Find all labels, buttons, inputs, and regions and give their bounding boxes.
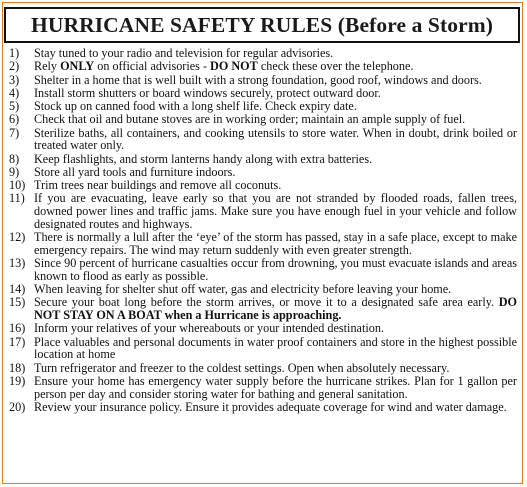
list-item — [9, 336, 519, 362]
item-text: Rely ONLY on official advisories - DO NOT check these over the telephone. — [34, 59, 414, 74]
item-number: 1) — [9, 46, 20, 60]
item-text: Install storm shutters or board windows securely, protect outward door. — [34, 85, 381, 100]
list-item — [9, 113, 519, 126]
item-text: Check that oil and butane stoves are in working order; maintain an ample supply of fuel. — [34, 112, 466, 127]
item-number: 16) — [9, 321, 26, 336]
item-number: 8) — [9, 151, 20, 166]
item-text: If you are evacuating, leave early so that you are not stranded by flooded roads, fallen trees, downed power lines and traffic jams. Make sure you have enough fuel in your vehicle and follow designated routes and highways. — [34, 191, 517, 231]
list-item — [9, 166, 519, 179]
list-item — [9, 100, 519, 113]
list-item — [9, 179, 519, 192]
item-number: 12) — [9, 230, 26, 244]
emphasis: DO NOT STAY ON A BOAT when a Hurricane is approaching. — [34, 295, 517, 322]
item-number: 13) — [9, 256, 26, 270]
list-item — [9, 192, 519, 230]
list-item — [9, 87, 519, 100]
item-text: Stay tuned to your radio and television for regular advisories. — [34, 46, 334, 60]
item-text: Stock up on canned food with a long shelf life. Check expiry date. — [34, 99, 357, 113]
list-item — [9, 401, 519, 414]
item-number: 20) — [9, 399, 26, 414]
item-number: 15) — [9, 295, 26, 310]
list-item — [9, 231, 519, 257]
list-item — [9, 322, 519, 335]
item-number: 18) — [9, 360, 26, 375]
item-number: 10) — [9, 178, 26, 192]
item-number: 9) — [9, 164, 20, 179]
item-number: 4) — [9, 85, 20, 100]
item-text: Keep flashlights, and storm lanterns handy along with extra batteries. — [34, 151, 373, 166]
item-number: 17) — [9, 334, 26, 349]
rules-list — [9, 47, 519, 414]
emphasis: ONLY — [60, 59, 95, 74]
page-title: HURRICANE SAFETY RULES (Before a Storm) — [4, 7, 520, 43]
item-text: Place valuables and personal documents in water proof containers and store in the highest possible location at home — [34, 334, 517, 362]
item-number: 2) — [9, 59, 20, 74]
list-item — [9, 257, 519, 283]
list-item — [9, 296, 519, 322]
list-item — [9, 153, 519, 166]
list-item — [9, 127, 519, 153]
list-item — [9, 74, 519, 87]
list-item — [9, 60, 519, 73]
item-text: Inform your relatives of your whereabouts or your intended destination. — [34, 321, 384, 336]
emphasis: DO NOT — [210, 59, 258, 74]
item-text: Sterilize baths, all containers, and cooking utensils to store water. When in doubt, drink boiled or treated water only. — [34, 125, 517, 153]
item-text: Secure your boat long before the storm arrives, or move it to a designated safe area early. DO NOT STAY ON A BOAT when a Hurricane is approaching. — [34, 295, 517, 322]
list-item — [9, 375, 519, 401]
item-text: Shelter in a home that is well built with a strong foundation, good roof, windows and doors. — [34, 72, 482, 87]
item-text: Trim trees near buildings and remove all coconuts. — [34, 178, 282, 192]
item-text: Ensure your home has emergency water supply before the hurricane strikes. Plan for 1 gallon per person per day and consider storing water for bathing and general sanitation. — [34, 373, 517, 401]
item-text: Turn refrigerator and freezer to the coldest settings. Open when absolutely necessary. — [34, 360, 450, 375]
item-text: Since 90 percent of hurricane casualties occur from drowning, you must evacuate islands and areas known to flood as early as possible. — [34, 256, 517, 283]
item-number: 14) — [9, 282, 26, 296]
document-page — [2, 2, 523, 484]
list-item — [9, 47, 519, 60]
list-item — [9, 362, 519, 375]
item-text: There is normally a lull after the ‘eye’ of the storm has passed, stay in a safe place, except to make emergency repairs. The wind may return suddenly with even greater strength. — [34, 230, 517, 257]
item-text: Store all yard tools and furniture indoors. — [34, 164, 236, 179]
item-text: Review your insurance policy. Ensure it provides adequate coverage for wind and water damage. — [34, 399, 507, 414]
item-number: 19) — [9, 373, 26, 388]
item-number: 7) — [9, 125, 20, 140]
item-number: 5) — [9, 99, 20, 113]
item-text: When leaving for shelter shut off water, gas and electricity before leaving your home. — [34, 282, 452, 296]
item-number: 11) — [9, 191, 25, 206]
list-item — [9, 283, 519, 296]
item-number: 6) — [9, 112, 20, 127]
item-number: 3) — [9, 72, 20, 87]
